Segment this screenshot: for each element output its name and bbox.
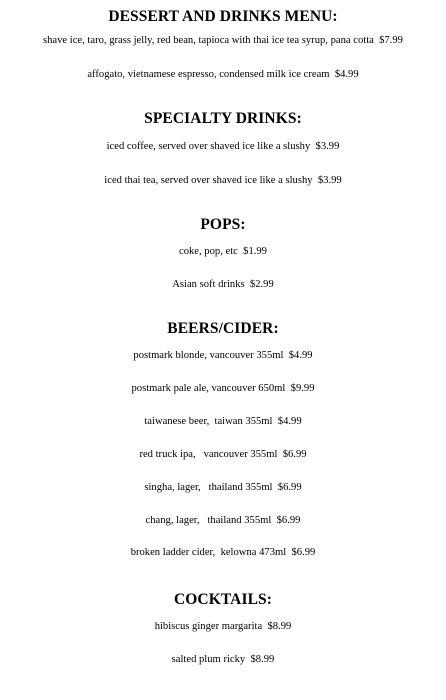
section-heading-specialty-drinks: SPECIALTY DRINKS:	[144, 110, 302, 127]
menu-item-singha-lager: singha, lager, thailand 355ml $6.99	[144, 482, 302, 493]
section-heading-beers-cider: BEERS/CIDER:	[167, 320, 279, 337]
menu-item-taiwanese-beer: taiwanese beer, taiwan 355ml $4.99	[144, 416, 302, 427]
menu-item-iced-thai-tea: iced thai tea, served over shaved ice like a slushy $3.99	[104, 175, 342, 186]
menu-item-postmark-pale-ale: postmark pale ale, vancouver 650ml $9.99	[131, 383, 315, 394]
menu-item-chang-lager: chang, lager, thailand 355ml $6.99	[145, 515, 301, 526]
menu-item-salted-plum-ricky: salted plum ricky $8.99	[171, 654, 275, 665]
section-heading-cocktails: COCKTAILS:	[173, 591, 273, 608]
menu-item-hibiscus-ginger-margarita: hibiscus ginger margarita $8.99	[154, 621, 292, 632]
menu-title: DESSERT AND DRINKS MENU:	[108, 8, 338, 25]
menu-item-broken-ladder-cider: broken ladder cider, kelowna 473ml $6.99	[130, 547, 316, 558]
menu-item-asian-soft-drinks: Asian soft drinks $2.99	[172, 279, 274, 290]
menu-item-coke: coke, pop, etc $1.99	[179, 246, 267, 257]
section-heading-pops: POPS:	[200, 216, 246, 233]
menu-item-red-truck-ipa: red truck ipa, vancouver 355ml $6.99	[139, 449, 307, 460]
menu-item-shave-ice: shave ice, taro, grass jelly, red bean, tapioca with thai ice tea syrup, pana cotta $7.99	[43, 35, 403, 46]
menu-item-postmark-blonde: postmark blonde, vancouver 355ml $4.99	[133, 350, 313, 361]
menu-item-iced-coffee: iced coffee, served over shaved ice like a slushy $3.99	[106, 141, 340, 152]
menu-item-affogato: affogato, vietnamese espresso, condensed milk ice cream $4.99	[87, 69, 359, 80]
